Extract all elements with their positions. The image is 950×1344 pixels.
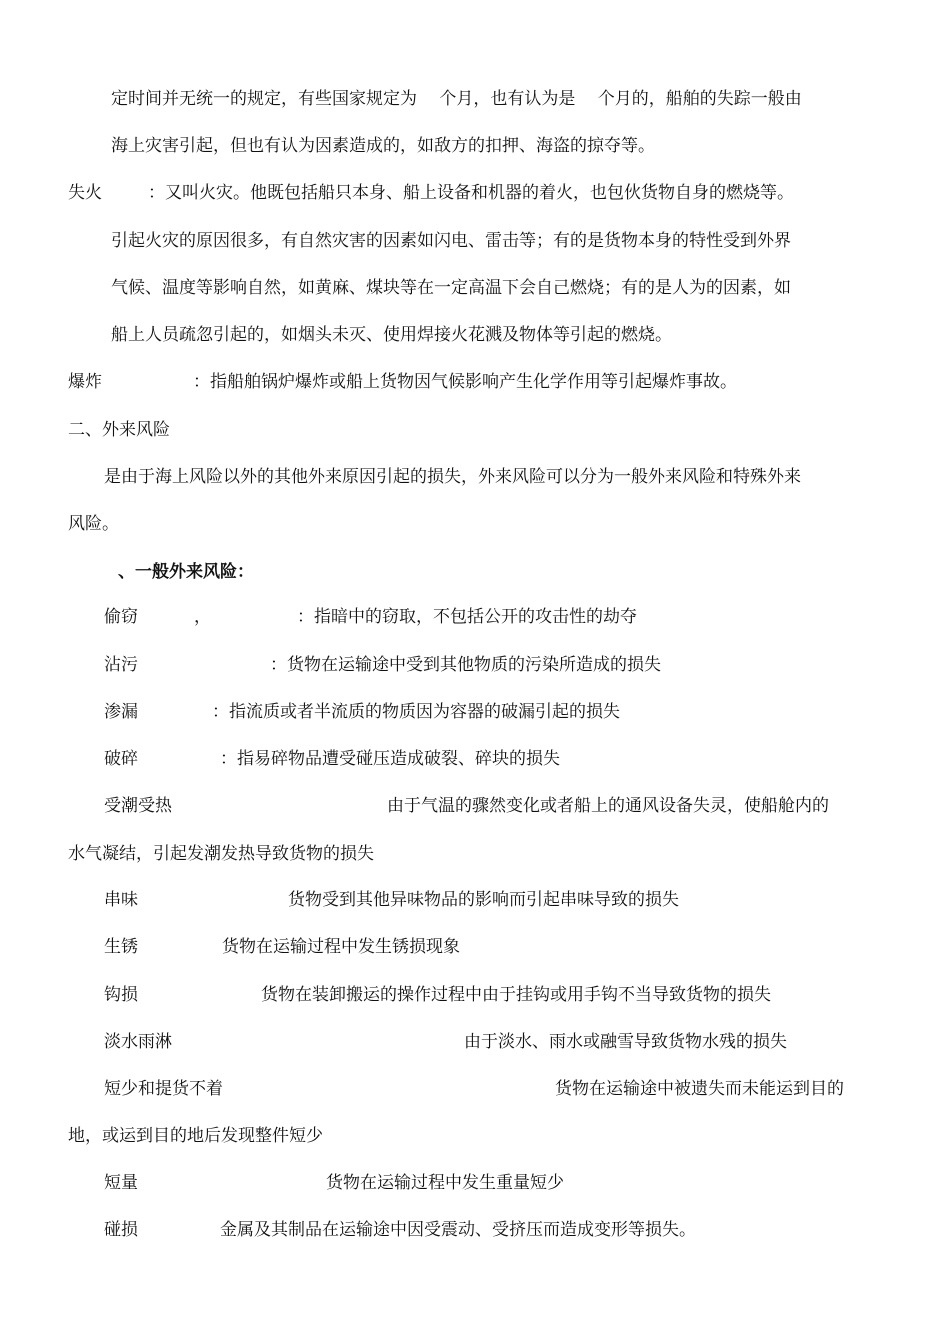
paragraph-line: 定时间并无统一的规定，有些国家规定为 个月，也有认为是 个月的，船舶的失踪一般由 — [111, 89, 802, 109]
term-taint: 串味 — [104, 890, 138, 910]
section-heading: 二、外来风险 — [68, 420, 170, 440]
definition-explosion: ：指船舶锅炉爆炸或船上货物因气候影响产生化学作用等引起爆炸事故。 — [193, 372, 737, 392]
definition-shortage: 货物在运输途中被遗失而未能运到目的 — [555, 1079, 844, 1099]
paragraph-line: 是由于海上风险以外的其他外来原因引起的损失，外来风险可以分为一般外来风险和特殊外来 — [104, 467, 801, 487]
paragraph-line: 船上人员疏忽引起的，如烟头未灭、使用焊接火花溅及物体等引起的燃烧。 — [111, 325, 672, 345]
definition-sweat: 由于气温的骤然变化或者船上的通风设备失灵，使船舱内的 — [387, 796, 829, 816]
term-theft-comma: ， — [194, 607, 211, 627]
definition-breakage: ：指易碎物品遭受碰压造成破裂、碎块的损失 — [220, 749, 560, 769]
term-fire: 失火 — [68, 183, 102, 203]
term-explosion: 爆炸 — [68, 372, 102, 392]
definition-contamination: ：货物在运输途中受到其他物质的污染所造成的损失 — [270, 655, 661, 675]
paragraph-line: 海上灾害引起，但也有认为因素造成的，如敌方的扣押、海盗的掠夺等。 — [111, 136, 655, 156]
definition-dent: 金属及其制品在运输途中因受震动、受挤压而造成变形等损失。 — [220, 1220, 696, 1240]
term-hook: 钩损 — [104, 985, 138, 1005]
term-rain: 淡水雨淋 — [104, 1032, 172, 1052]
term-shortage: 短少和提货不着 — [104, 1079, 223, 1099]
definition-fire: ：又叫火灾。他既包括船只本身、船上设备和机器的着火，也包伙货物自身的燃烧等。 — [148, 183, 794, 203]
term-short-weight: 短量 — [104, 1173, 138, 1193]
paragraph-line: 引起火灾的原因很多，有自然灾害的因素如闪电、雷击等；有的是货物本身的特性受到外界 — [111, 231, 791, 251]
subsection-heading: 、一般外来风险： — [118, 562, 254, 582]
term-leakage: 渗漏 — [104, 702, 138, 722]
definition-hook: 货物在装卸搬运的操作过程中由于挂钩或用手钩不当导致货物的损失 — [261, 985, 771, 1005]
term-sweat: 受潮受热 — [104, 796, 172, 816]
paragraph-line: 水气凝结，引起发潮发热导致货物的损失 — [68, 844, 374, 864]
definition-leakage: ：指流质或者半流质的物质因为容器的破漏引起的损失 — [212, 702, 620, 722]
term-dent: 碰损 — [104, 1220, 138, 1240]
term-rust: 生锈 — [104, 937, 138, 957]
definition-rain: 由于淡水、雨水或融雪导致货物水残的损失 — [464, 1032, 787, 1052]
paragraph-line: 地，或运到目的地后发现整件短少 — [68, 1126, 323, 1146]
term-contamination: 沾污 — [104, 655, 138, 675]
definition-rust: 货物在运输过程中发生锈损现象 — [222, 937, 460, 957]
term-breakage: 破碎 — [104, 749, 138, 769]
definition-short-weight: 货物在运输过程中发生重量短少 — [326, 1173, 564, 1193]
term-theft: 偷窃 — [104, 607, 138, 627]
paragraph-line: 气候、温度等影响自然，如黄麻、煤块等在一定高温下会自己燃烧；有的是人为的因素，如 — [111, 278, 791, 298]
definition-taint: 货物受到其他异味物品的影响而引起串味导致的损失 — [288, 890, 679, 910]
paragraph-line: 风险。 — [68, 514, 119, 534]
definition-theft: ：指暗中的窃取，不包括公开的攻击性的劫夺 — [297, 607, 637, 627]
